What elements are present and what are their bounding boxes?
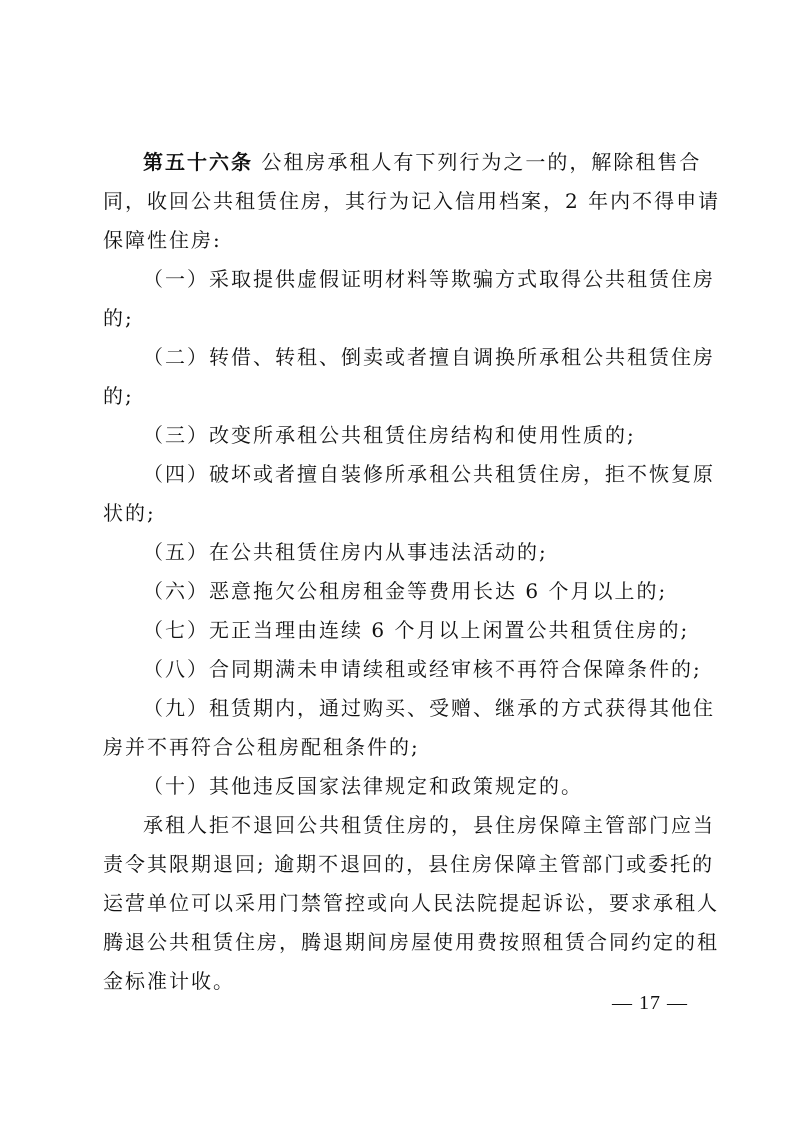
list-item-10-line-1: （十）其他违反国家法律规定和政策规定的。 [143, 774, 583, 798]
list-item-1-line-1: （一）采取提供虚假证明材料等欺骗方式取得公共租赁住房 [143, 267, 715, 291]
list-item-7-line-1: （七）无正当理由连续 6 个月以上闲置公共租赁住房的; [143, 618, 690, 642]
article-intro-line-1 [143, 149, 701, 175]
list-item-4-line-2: 状的; [103, 501, 156, 525]
list-item-9-line-2: 房并不再符合公租房配租条件的; [103, 735, 420, 759]
closing-paragraph-line-2: 责令其限期退回; 逾期不退回的，县住房保障主管部门或委托的 [103, 852, 715, 876]
list-item-9-line-1: （九）租赁期内，通过购买、受赠、继承的方式获得其他住 [143, 696, 715, 720]
list-item-6-line-1: （六）恶意拖欠公租房租金等费用长达 6 个月以上的; [143, 579, 668, 603]
page-number: — 17 — [612, 992, 688, 1014]
list-item-1-line-2: 的; [103, 306, 134, 330]
article-intro-line-2: 同，收回公共租赁住房，其行为记入信用档案，2 年内不得申请 [103, 189, 721, 213]
closing-paragraph-line-5: 金标准计收。 [103, 969, 235, 993]
list-item-5-line-1: （五）在公共租赁住房内从事违法活动的; [143, 540, 548, 564]
list-item-3-line-1: （三）改变所承租公共租赁住房结构和使用性质的; [143, 423, 636, 447]
list-item-8-line-1: （八）合同期满未申请续租或经审核不再符合保障条件的; [143, 657, 702, 681]
list-item-2-line-2: 的; [103, 384, 134, 408]
article-title: 第五十六条 [143, 150, 253, 174]
list-item-4-line-1: （四）破坏或者擅自装修所承租公共租赁住房，拒不恢复原 [143, 462, 715, 486]
closing-paragraph-line-3: 运营单位可以采用门禁管控或向人民法院提起诉讼，要求承租人 [103, 891, 719, 915]
list-item-2-line-1: （二）转借、转租、倒卖或者擅自调换所承租公共租赁住房 [143, 345, 715, 369]
closing-paragraph-line-1: 承租人拒不退回公共租赁住房的，县住房保障主管部门应当 [143, 813, 715, 837]
article-intro-text: 公租房承租人有下列行为之一的，解除租售合 [253, 150, 702, 174]
article-intro-line-3: 保障性住房: [103, 228, 222, 252]
closing-paragraph-line-4: 腾退公共租赁住房，腾退期间房屋使用费按照租赁合同约定的租 [103, 930, 719, 954]
